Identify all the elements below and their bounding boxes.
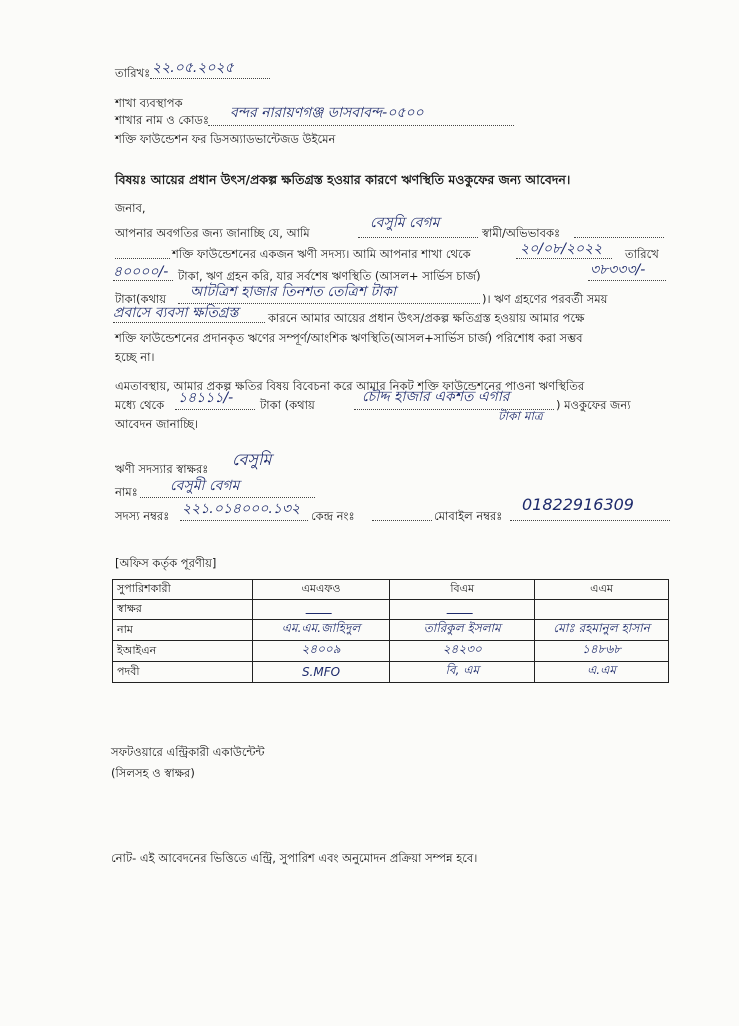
member-name-value: বেসুমী বেগম — [170, 478, 240, 494]
para1-line1-a: আপনার অবগতির জন্য জানাচ্ছি যে, আমি — [115, 226, 310, 240]
guardian-underline — [574, 237, 664, 238]
table-row-ein — [113, 641, 669, 662]
para1-line4-a: টাকা(কথায় — [115, 292, 167, 306]
member-id-label: সদস্য নম্বরঃ — [115, 509, 170, 523]
member-id-line — [180, 520, 308, 521]
loan-amount-handwritten: ৪০০০০/- — [113, 264, 169, 280]
para1-line5-b: কারনে আমার আয়ের প্রধান উৎস/প্রকল্প ক্ষতিগ্রস্ত হওয়ায় আমার পক্ষে — [268, 311, 585, 325]
center-line — [372, 520, 432, 521]
mfo-designation: S.MFO — [252, 662, 390, 683]
member-name-underline — [358, 237, 478, 238]
line2-leading-dots — [115, 258, 170, 259]
row-label-ein: ইআইএন — [113, 641, 253, 662]
member-name-line — [140, 497, 315, 498]
addressee: শাখা ব্যবস্থাপক — [115, 96, 183, 110]
para2-line2-a: মধ্যে থেকে — [115, 398, 165, 412]
branch-value: বন্দর নারায়ণগঞ্জ ডাসবাবন্দ-০৫০০ — [230, 105, 424, 121]
para1-line2-b: তারিখে — [625, 247, 659, 261]
mfo-ein: ২৪০০৯ — [252, 641, 390, 662]
header-recommender: সুপারিশকারী — [113, 580, 253, 600]
para2-line3: আবেদন জানাচ্ছি। — [115, 417, 199, 431]
footer-note: নোট- এই আবেদনের ভিত্তিতে এন্ট্রি, সুপারিশ এবং অনুমোদন প্রক্রিয়া সম্পন্ন হবে। — [111, 851, 478, 865]
member-signature: বেসুমি — [232, 450, 272, 469]
bm-signature — [390, 600, 535, 620]
waive-amount-handwritten: ১৪১১১/- — [178, 390, 234, 406]
am-ein: ১৪৮৬৮ — [535, 641, 669, 662]
header-am: এএম — [535, 580, 669, 600]
member-name-label: নামঃ — [115, 485, 138, 499]
para1-line1-b: স্বামী/অভিভাবকঃ — [482, 226, 561, 240]
para2-line1: এমতাবস্থায়, আমার প্রকল্প ক্ষতির বিষয় বিবেচনা করে আমার নিকট শক্তি ফাউন্ডেশনের পাওনা ঋণস্থিতির — [115, 379, 585, 393]
mobile-line — [510, 520, 670, 521]
header-mfo: এমএফও — [252, 580, 390, 600]
para1-line4-b: )। ঋণ গ্রহণের পরবর্তী সময় — [482, 292, 608, 306]
row-label-signature: স্বাক্ষর — [113, 600, 253, 620]
table-row-designation — [113, 662, 669, 683]
cause-handwritten: প্রবাসে ব্যবসা ক্ষতিগ্রস্ত — [113, 305, 239, 321]
waive-amount-underline — [175, 409, 255, 410]
mfo-name: এম.এম.জাহিদুল — [252, 620, 390, 641]
outstanding-handwritten: ৩৮৩৩৩/- — [590, 262, 646, 278]
loan-amount-underline — [113, 280, 173, 281]
para2-line2-c: ) মওকুফের জন্য — [556, 398, 631, 412]
mobile-label: মোবাইল নম্বরঃ — [434, 509, 503, 523]
para1-line2-a: শক্তি ফাউন্ডেশনের একজন ঋণী সদস্য। আমি আপনার শাখা থেকে — [172, 247, 471, 261]
outstanding-words-handwritten: আটত্রিশ হাজার তিনশত তেত্রিশ টাকা — [190, 284, 396, 300]
branch-label: শাখার নাম ও কোডঃ — [115, 113, 210, 127]
bm-designation: বি, এম — [390, 662, 535, 683]
bm-name: তারিকুল ইসলাম — [390, 620, 535, 641]
org-name: শক্তি ফাউন্ডেশন ফর ডিসঅ্যাডভান্টেজড উইমেন — [115, 132, 336, 146]
para1-line6: শক্তি ফাউন্ডেশনের প্রদানকৃত ঋণের সম্পূর্ণ/আংশিক ঋণস্থিতি(আসল+সার্ভিস চার্জ) পরিশোধ করা সম্ভব — [115, 331, 583, 345]
date-underline — [150, 78, 270, 79]
loan-date-handwritten: ২০/০৮/২০২২ — [520, 241, 603, 257]
member-id-value: ২২১.০১৪০০০.১৩২ — [182, 501, 301, 517]
outstanding-words-underline — [178, 303, 480, 304]
accountant-title: সফটওয়ারে এন্ট্রিকারী একাউন্টেন্ট — [111, 745, 265, 759]
center-label: কেন্দ্র নংঃ — [311, 509, 355, 523]
header-bm: বিএম — [390, 580, 535, 600]
row-label-designation: পদবী — [113, 662, 253, 683]
date-value: ২২.০৫.২০২৫ — [152, 60, 234, 76]
date-label: তারিখঃ — [115, 66, 151, 80]
cause-underline — [113, 322, 265, 323]
accountant-seal-note: (সিলসহ ও স্বাক্ষর) — [111, 766, 195, 780]
am-signature — [535, 600, 669, 620]
subject-line: বিষয়ঃ আয়ের প্রধান উৎস/প্রকল্প ক্ষতিগ্রস্ত হওয়ার কারণে ঋণস্থিতি মওকুফের জন্য আবেদন। — [115, 172, 571, 187]
waive-words-handwritten: চৌদ্দ হাজার একশত এগার — [362, 389, 510, 405]
para1-line7: হচ্ছে না। — [115, 350, 155, 364]
table-row-signature — [113, 600, 669, 620]
salutation: জনাব, — [115, 201, 146, 215]
office-caption: [অফিস কর্তৃক পূরণীয়] — [115, 556, 217, 570]
table-header-row — [113, 580, 669, 600]
loan-date-underline — [516, 258, 612, 259]
outstanding-underline — [588, 280, 666, 281]
member-name-handwritten: বেসুমি বেগম — [370, 215, 440, 231]
para1-line3-a: টাকা, ঋণ গ্রহন করি, যার সর্বশেষ ঋণস্থিতি (আসল+ সার্ভিস চার্জ) — [178, 269, 481, 283]
row-label-name: নাম — [113, 620, 253, 641]
table-row-name — [113, 620, 669, 641]
mobile-value: 01822916309 — [522, 495, 634, 514]
branch-underline — [208, 125, 514, 126]
am-name: মোঃ রহমানুল হাসান — [535, 620, 669, 641]
am-designation: এ.এম — [535, 662, 669, 683]
waive-words-continued: টাকা মাত্র — [498, 409, 543, 423]
mfo-signature — [252, 600, 390, 620]
bm-ein: ২৪২৩০ — [390, 641, 535, 662]
para2-line2-b: টাকা (কথায় — [260, 398, 315, 412]
member-signature-label: ঋণী সদস্যার স্বাক্ষরঃ — [115, 462, 209, 476]
office-table — [112, 579, 669, 683]
